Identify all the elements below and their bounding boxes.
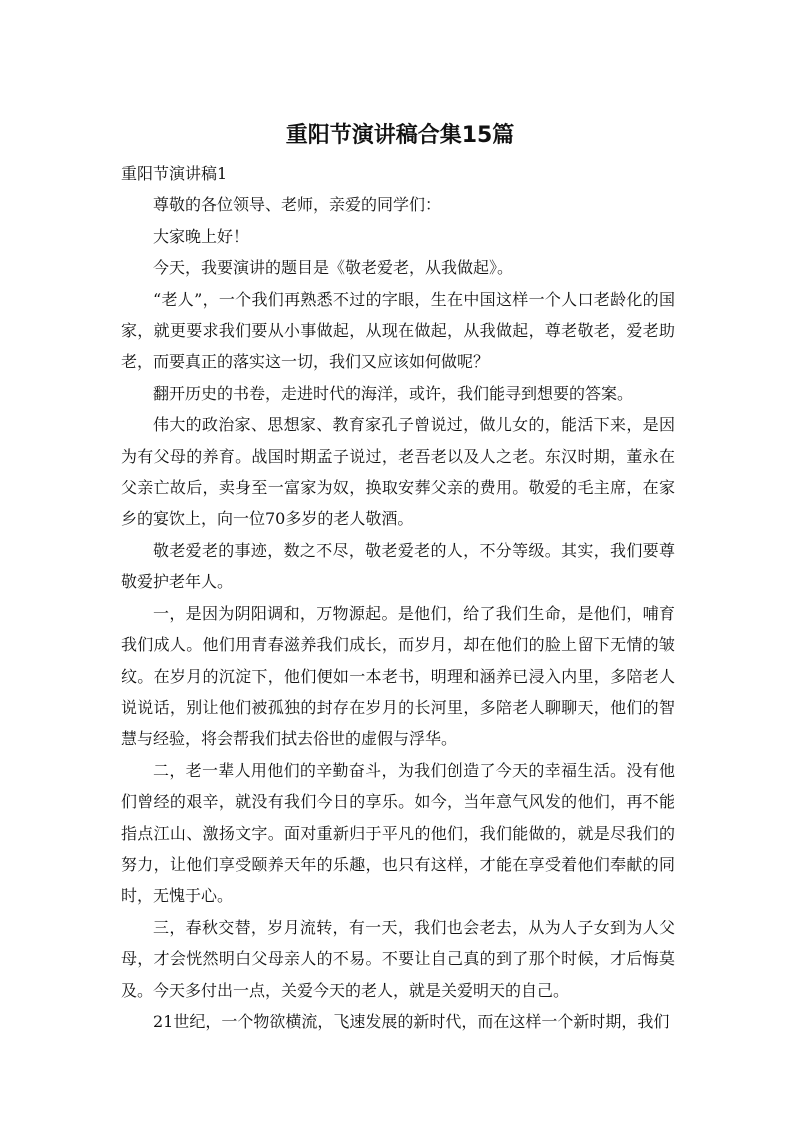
body-paragraph: 三，春秋交替，岁月流转，有一天，我们也会老去，从为人子女到为人父母，才会恍然明白父母亲人的不易。不要让自己真的到了那个时候，才后悔莫及。今天多付出一点，关爱今天的老人，就是关爱明天的自己。 bbox=[121, 917, 675, 1000]
body-paragraph: 21世纪，一个物欲横流，飞速发展的新时代，而在这样一个新时期，我们 bbox=[153, 1011, 670, 1031]
document-title: 重阳节演讲稿合集15篇 bbox=[285, 123, 515, 148]
topic-paragraph: 今天，我要演讲的题目是《敬老爱老，从我做起》。 bbox=[153, 258, 514, 278]
document-body bbox=[121, 158, 675, 1037]
section-heading: 重阳节演讲稿1 bbox=[121, 164, 228, 183]
body-paragraph: 敬老爱老的事迹，数之不尽，敬老爱老的人，不分等级。其实，我们要尊敬爱护老年人。 bbox=[121, 540, 675, 592]
body-paragraph: “老人”，一个我们再熟悉不过的字眼，生在中国这样一个人口老龄化的国家，就更要求我们要从小事做起，从现在做起，从我做起，尊老敬老，爱老助老，而要真正的落实这一切，我们又应该如何做呢？ bbox=[121, 289, 675, 372]
body-paragraph: 一，是因为阴阳调和，万物源起。是他们，给了我们生命，是他们，哺育我们成人。他们用青春滋养我们成长，而岁月，却在他们的脸上留下无情的皱纹。在岁月的沉淀下，他们便如一本老书，明理和涵养已浸入内里，多陪老人说说话，别让他们被孤独的封存在岁月的长河里，多陪老人聊聊天，他们的智慧与经验，将会帮我们拭去俗世的虚假与浮华。 bbox=[121, 603, 675, 749]
body-paragraph: 伟大的政治家、思想家、教育家孔子曾说过，做儿女的，能活下来，是因为有父母的养育。战国时期孟子说过，老吾老以及人之老。东汉时期，董永在父亲亡故后，卖身至一富家为奴，换取安葬父亲的费用。敬爱的毛主席，在家乡的宴饮上，向一位70多岁的老人敬酒。 bbox=[121, 415, 675, 529]
body-paragraph: 二，老一辈人用他们的辛勤奋斗，为我们创造了今天的幸福生活。没有他们曾经的艰辛，就没有我们今日的享乐。如今，当年意气风发的他们，再不能指点江山、激扬文字。面对重新归于平凡的他们，我们能做的，就是尽我们的努力，让他们享受颐养天年的乐趣，也只有这样，才能在享受着他们奉献的同时，无愧于心。 bbox=[121, 760, 675, 906]
salutation-paragraph: 大家晚上好！ bbox=[153, 226, 250, 246]
greeting-paragraph: 尊敬的各位领导、老师，亲爱的同学们： bbox=[153, 195, 442, 215]
body-paragraph: 翻开历史的书卷，走进时代的海洋，或许，我们能寻到想要的答案。 bbox=[153, 383, 634, 403]
